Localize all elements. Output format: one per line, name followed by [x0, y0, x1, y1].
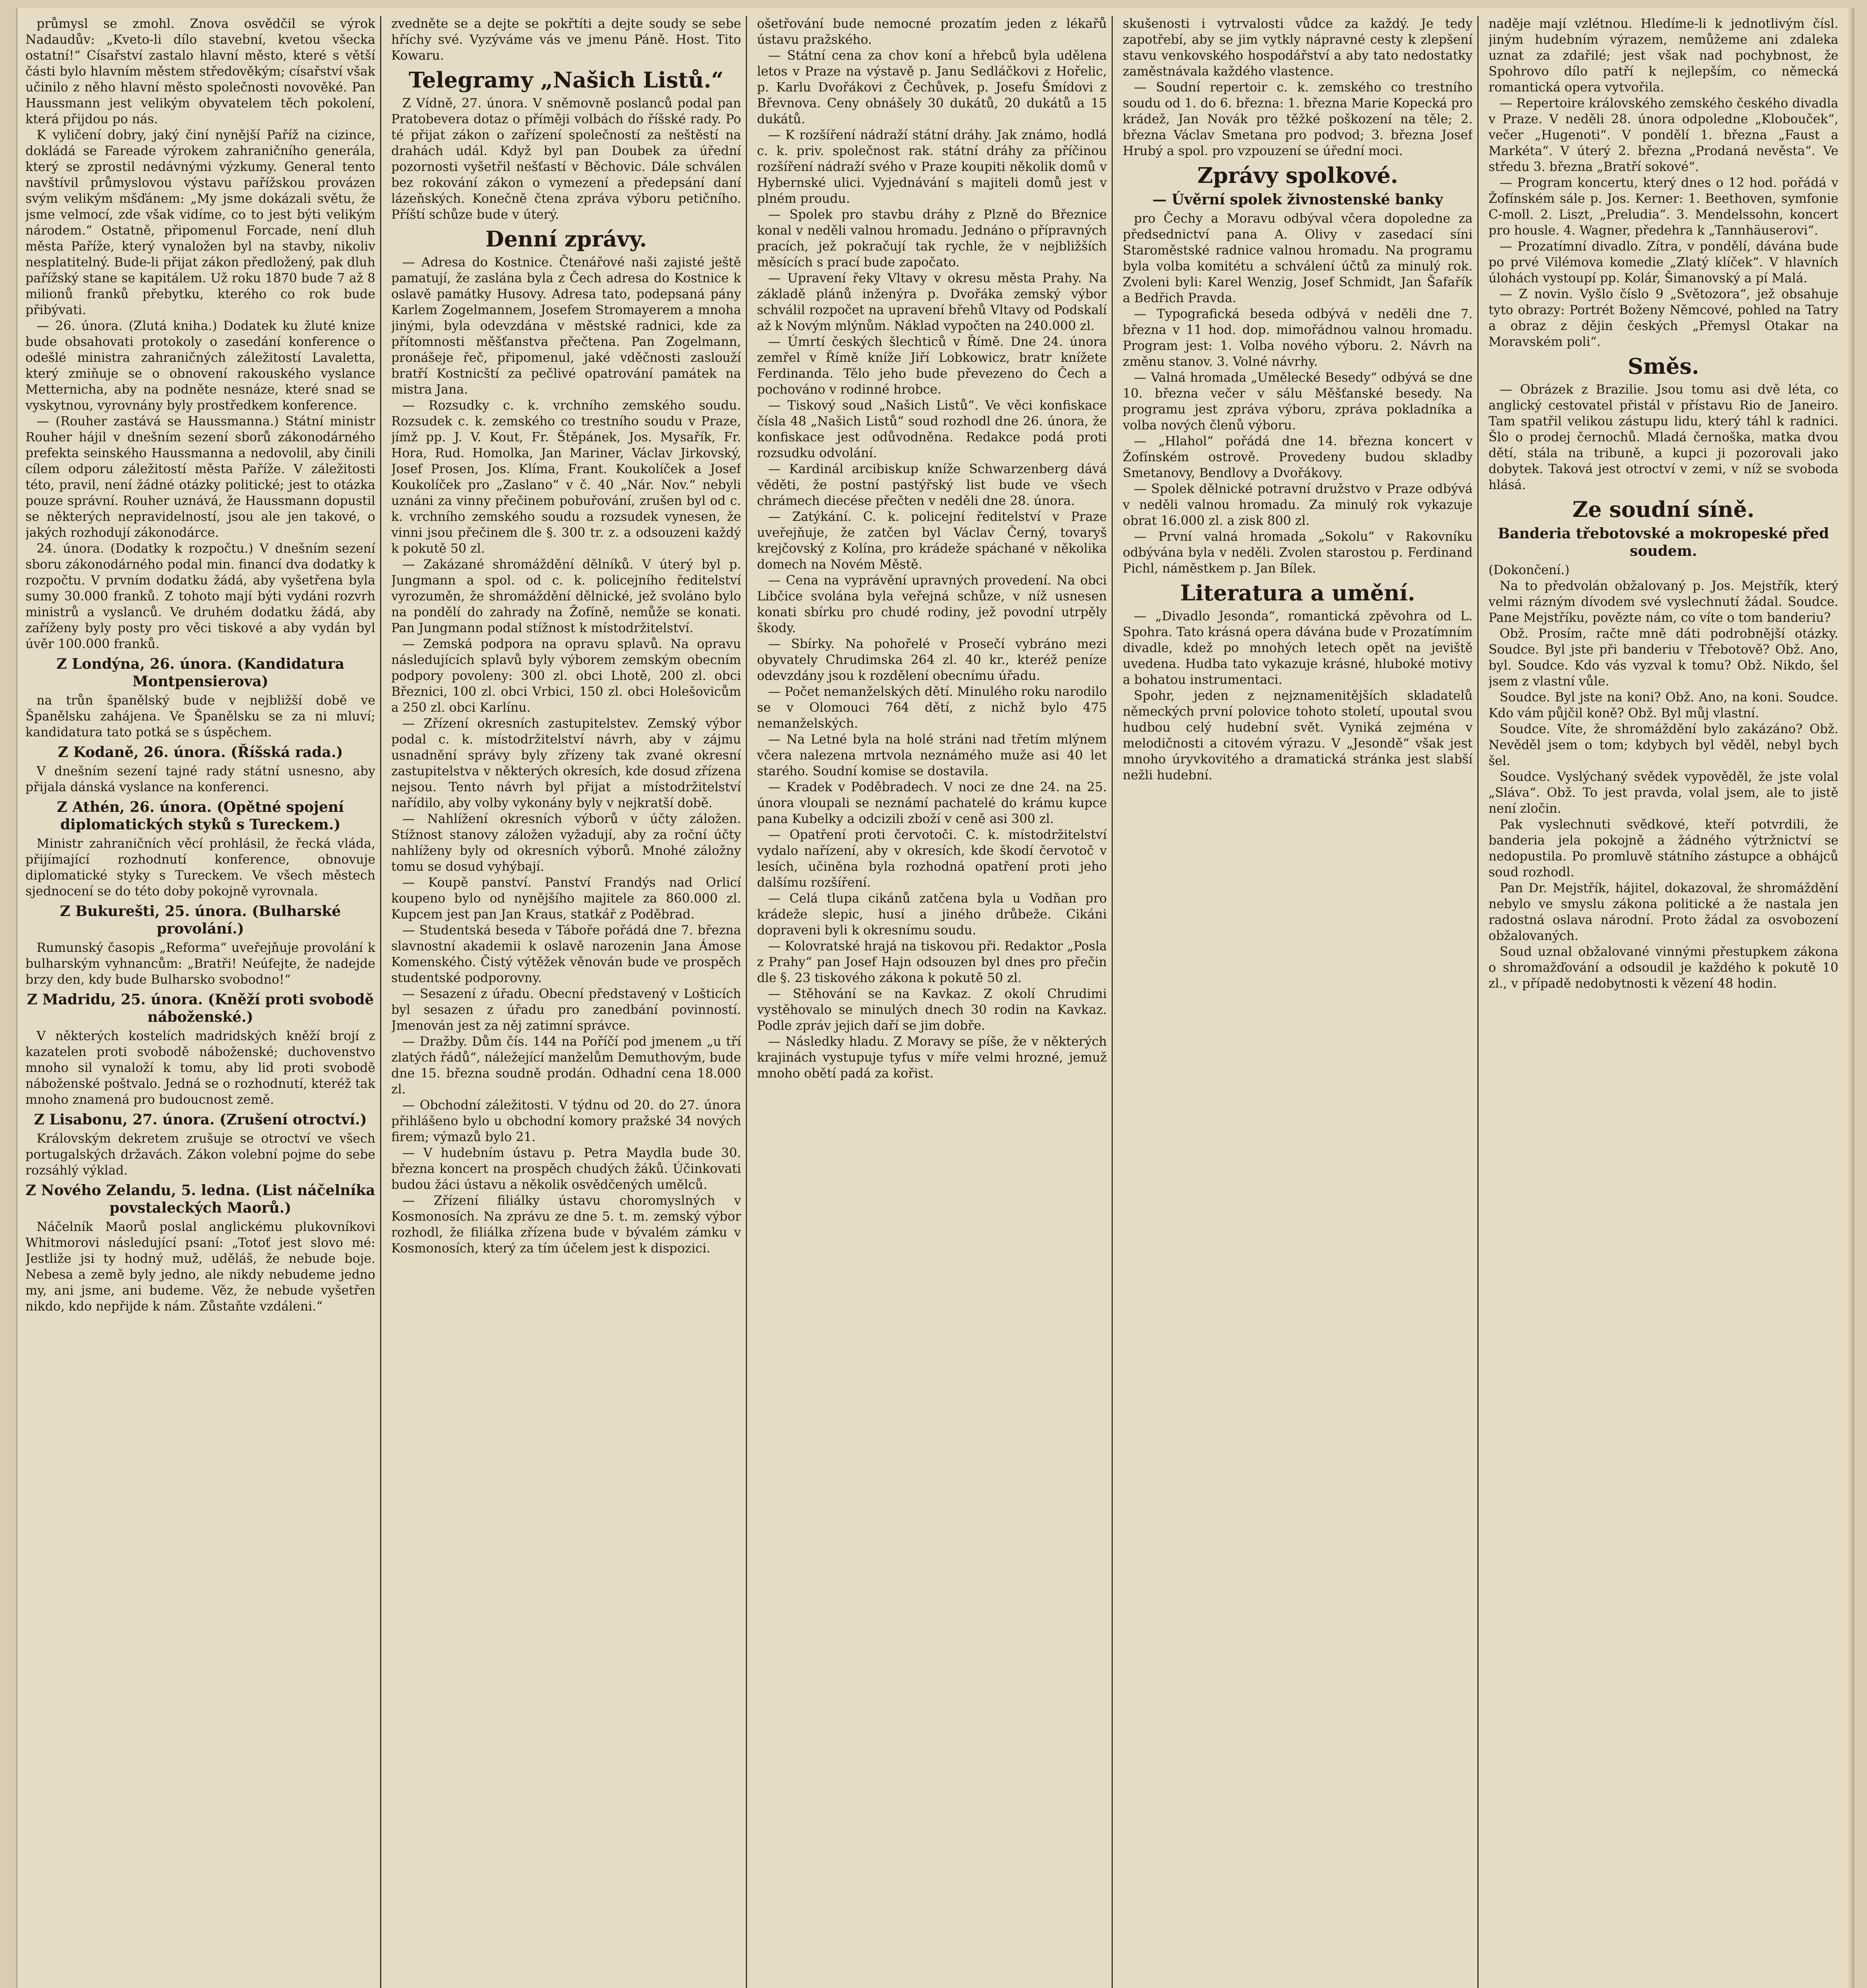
article-paragraph: Rumunský časopis „Reforma“ uveřejňuje provolání k bulharským vyhnancům: „Bratři! Neúfejte, že nadejde brzy den, kdy bude Bulharsko svobodno!“ [25, 941, 375, 987]
column-2 [391, 16, 741, 1988]
column-5 [1489, 16, 1838, 1988]
article-paragraph: — Stěhování se na Kavkaz. Z okolí Chrudimi vystěhovalo se minulých dnech 30 rodin na Kavkaz. Podle zpráv jejich daří se jim dobře. [757, 987, 1107, 1033]
article-paragraph: — Sbírky. Na pohořelé v Prosečí vybráno mezi obyvately Chrudimska 264 zl. 40 kr., kteréž peníze odevzdány jsou k rozdělení obecnímu úřadu. [757, 637, 1107, 683]
article-paragraph: průmysl se zmohl. Znova osvědčil se výrok Nadaudův: „Kveto-li dílo stavební, kvetou všecka ostatní!“ Císařství zastalo hlavní město, které s větší části bylo hlavním městem středověkým; císařství však učinilo z něho hlavní město společnosti novověké. Pan Haussmann jest velikým obyvatelem těch pokolení, která přijdou po nás. [25, 17, 375, 126]
article-paragraph: Královským dekretem zrušuje se otroctví ve všech portugalských državách. Zákon volební pojme do sebe rozsáhlý výklad. [25, 1132, 375, 1178]
article-paragraph: V některých kostelích madridských kněží brojí z kazatelen proti svobodě náboženské; duchovenstvo mnoho sil vynaloží k tomu, aby lid proti svobodě náboženské poštvalo. Jedná se o rozhodnutí, kteréž tak mnoho znamená pro budoucnost země. [25, 1029, 375, 1107]
article-paragraph: — Obrázek z Brazilie. Jsou tomu asi dvě léta, co anglický cestovatel přistál v přístavu Rio de Janeiro. Tam spatřil velikou zástupu lidu, který táhl k radnici. Šlo o prodej černochů. Mladá černoška, matka dvou dětí, stála na tribuně, a kupci ji pozorovali jako dobytek. Taková jest otroctví v zemi, v níž se svoboda hlásá. [1489, 382, 1838, 492]
article-paragraph: — Nahlížení okresních výborů v účty záložen. Stížnost stanovy záložen vyžadují, aby za roční účty nahlíženy byly od okresních výborů. Mnohé záložny tomu se dosud vyhýbají. [391, 812, 741, 874]
article-paragraph: — Upravení řeky Vltavy v okresu města Prahy. Na základě plánů inženýra p. Dvořáka zemský výbor schválil rozpočet na upravení břehů Vltavy od Podskalí až k Novým mlýnům. Náklad vypočten na 240.000 zl. [757, 271, 1107, 333]
article-paragraph: — Zřízení filiálky ústavu choromyslných v Kosmonosích. Na zprávu ze dne 5. t. m. zemský výbor rozhodl, že filiálka zřízena bude v bývalém zámku v Kosmonosích, který za tím účelem jest k dispozici. [391, 1194, 741, 1256]
article-paragraph: — Tiskový soud „Našich Listů“. Ve věci konfiskace čísla 48 „Našich Listů“ soud rozhodl dne 26. února, že konfiskace jest odůvodněna. Redakce podá proti rozsudku odvolání. [757, 398, 1107, 460]
article-paragraph: — První valná hromada „Sokolu“ v Rakovníku odbývána byla v neděli. Zvolen starostou p. Ferdinand Pichl, náměstkem p. Jan Bílek. [1123, 530, 1473, 576]
article-paragraph: — Typografická beseda odbývá v neděli dne 7. března v 11 hod. dop. mimořádnou valnou hromadu. Program jest: 1. Volba nového výboru. 2. Návrh na změnu stanov. 3. Volné návrhy. [1123, 307, 1473, 369]
article-paragraph: — Dražby. Dům čís. 144 na Poříčí pod jmenem „u tří zlatých řádů“, náležející manželům Demuthovým, bude dne 15. března soudně prodán. Odhadní cena 18.000 zl. [391, 1035, 741, 1097]
article-paragraph: — Soudní repertoir c. k. zemského co trestního soudu od 1. do 6. března: 1. března Marie Kopecká pro krádež, Jan Novák pro těžké poškození na těle; 2. března Václav Smetana pro podvod; 3. března Josef Hrubý a spol. pro vzpouzení se úřední moci. [1123, 80, 1473, 158]
article-paragraph: Soudce. Vyslýchaný svědek vypověděl, že jste volal „Sláva“. Obž. To jest pravda, volal jsem, ale to jistě není zločin. [1489, 770, 1838, 816]
column-rule [1112, 16, 1113, 1988]
article-paragraph: — Repertoire královského zemského českého divadla v Praze. V neděli 28. února odpoledne „Klobouček“, večer „Hugenoti“. V pondělí 1. března „Faust a Markéta“. V úterý 2. března „Prodaná nevěsta“. Ve středu 3. března „Bratří sokové“. [1489, 96, 1838, 174]
article-paragraph: — 26. února. (Zlutá kniha.) Dodatek ku žluté knize bude obsahovati protokoly o zasedání konference o odešlé ministra zahraničných záležitostí Lavaletta, který zmiňuje se o obnovení rakouského vyslance Metternicha, aby na podněte nesnáze, které snad se vyskytnou, vyrovnány byly prostředkem konference. [25, 319, 375, 413]
article-paragraph: (Dokončení.) [1489, 563, 1570, 577]
article-paragraph: — Kolovratské hrajá na tiskovou při. Redaktor „Posla z Prahy“ pan Josef Hajn odsouzen byl dnes pro přečin dle §. 23 tiskového zákona k pokutě 50 zl. [757, 939, 1107, 985]
article-paragraph: Spohr, jeden z nejznamenitějších skladatelů německých první polovice tohoto století, upoutal svou hudbou celý hudební svět. Vyniká zejména v melodičnosti a citovém výrazu. V „Jesondě“ však jest mnoho úryvkovitého a dramatická stránka jest slabší nežli hudební. [1123, 689, 1473, 782]
article-paragraph: zvedněte se a dejte se pokřtíti a dejte soudy se sebe hříchy své. Vyzýváme vás ve jmenu Páně. Host. Tito Kowaru. [391, 17, 741, 63]
article-subheading: Z Nového Zelandu, 5. ledna. (List náčelníka povstaleckých Maorů.) [25, 1182, 375, 1216]
article-subheading: Z Madridu, 25. února. (Kněží proti svobodě náboženské.) [27, 991, 374, 1025]
section-heading: Denní zprávy. [485, 226, 647, 252]
article-paragraph: — Zakázané shromáždění dělníků. V úterý byl p. Jungmann a spol. od c. k. policejního ředitelství vyrozuměn, že shromáždění dělnické, jež svoláno bylo na pondělí do zahrady na Žofíně, nemůže se konati. Pan Jungmann podal stížnost k místodržitelství. [391, 557, 741, 635]
article-paragraph: — Spolek dělnické potravní družstvo v Praze odbývá v neděli valnou hromadu. Za minulý rok vykazuje obrat 16.000 zl. a zisk 800 zl. [1123, 482, 1473, 528]
article-paragraph: — Následky hladu. Z Moravy se píše, že v některých krajinách vystupuje tyfus v míře velmi hrozné, jemuž mnoho obětí padá za kořist. [757, 1035, 1107, 1081]
article-paragraph: — Kardinál arcibiskup kníže Schwarzenberg dává věděti, že postní pastýřský list bude ve všech chrámech diecése přečten v neděli dne 28. února. [757, 462, 1107, 508]
column-1 [25, 16, 375, 1988]
article-paragraph: — Obchodní záležitosti. V týdnu od 20. do 27. února přihlášeno bylo u obchodní komory pražské 34 nových firem; výmazů bylo 21. [391, 1098, 741, 1144]
article-subheading: Banderia třebotovské a mokropeské před soudem. [1498, 525, 1829, 559]
article-paragraph: — Sesazení z úřadu. Obecní představený v Lošticích byl sesazen z úřadu pro zanedbání povinností. Jmenován jest za něj zatimní správce. [391, 987, 741, 1033]
article-paragraph: — V hudebním ústavu p. Petra Maydla bude 30. března koncert na prospěch chudých žáků. Účinkovati budou žáci ústavu a několik osvědčených umělců. [391, 1146, 741, 1192]
article-paragraph: — Spolek pro stavbu dráhy z Plzně do Březnice konal v neděli valnou hromadu. Jednáno o přípravných pracích, jež pokračují tak rychle, že v nejbližších měsících s prací bude započato. [757, 208, 1107, 270]
section-heading: Telegramy „Našich Listů.“ [409, 67, 724, 93]
article-paragraph: skušenosti i vytrvalosti vůdce za každý. Je tedy zapotřebí, aby se jim vytkly nápravné cesty k zlepšení stavu venkovského hospodářství a aby tato nedostatky zaměstnávala každého vlastence. [1123, 17, 1473, 79]
article-paragraph: — Úmrtí českých šlechticů v Římě. Dne 24. února zemřel v Římě kníže Jiří Lobkowicz, bratr knížete Ferdinanda. Tělo jeho bude převezeno do Čech a pochováno v rodinné hrobce. [757, 335, 1107, 397]
article-paragraph: — Program koncertu, který dnes o 12 hod. pořádá v Žofínském sále p. Jos. Kerner: 1. Beethoven, symfonie C-moll. 2. Liszt, „Preludia“. 3. Mendelssohn, koncert pro housle. 4. Wagner, předehra k „Tannhäuserovi“. [1489, 176, 1838, 238]
article-paragraph: Náčelník Maorů poslal anglickému plukovníkovi Whitmorovi následující psaní: „Totoť jest slovo mé: Jestliže jsi ty hodný muž, uděláš, že nebude boje. Nebesa a země byly jedno, ale nikdy nebudeme jedno my, ani jsme, ani budeme. Věz, že nebude vyšetřen nikdo, kdo nepřijde k nám. Zůstaňte vzdáleni.“ [25, 1220, 375, 1314]
column-rule [1477, 16, 1479, 1988]
article-paragraph: — Prozatímní divadlo. Zítra, v pondělí, dávána bude po prvé Vilémova komedie „Zlatý klíček“. V hlavních úlohách vystoupí pp. Kolár, Šimanovský a pí Malá. [1489, 239, 1838, 285]
article-paragraph: — Z novin. Vyšlo číslo 9 „Světozora“, jež obsahuje tyto obrazy: Portrét Boženy Němcové, pohled na Tatry a obraz z dějin českých „Přemysl Otakar na Moravském poli“. [1489, 287, 1838, 349]
article-paragraph: 24. února. (Dodatky k rozpočtu.) V dnešním sezení sboru zákonodárného podal min. financí dva dodatky k rozpočtu. V prvním dodatku žádá, aby vyšetřena byla sumy 30.000 franků. Z tohoto mají býti vydáni rozvrh ministrů a vyslanců. Ve druhém dodatku žádá, aby zaříženy byly posty pro věci tiskové a aby vydán byl úvěr 100.000 franků. [25, 542, 375, 651]
article-paragraph: Ministr zahraničních věcí prohlásil, že řecká vláda, přijímající rozhodnutí konference, obnovuje diplomatické styky s Tureckem. Ve všech městech sjednocení se do této doby pokojně vyrovnala. [25, 837, 375, 899]
article-paragraph: — Rozsudky c. k. vrchního zemského soudu. Rozsudek c. k. zemského co trestního soudu v Praze, jímž pp. J. V. Kout, Fr. Štěpánek, Jos. Mysařík, Fr. Hora, Rud. Homolka, Jan Mariner, Václav Jirkovský, Josef Prosen, Jos. Klíma, Frant. Koukolíček a Josef Koukolíček pro „Zaslano“ v č. 40 „Nár. Nov.“ nebyli uznáni za vinny přečinem pobuřování, zrušen byl od c. k. vrchního zemského soudu a rozsudek vynesen, že vinni jsou přečinem dle §. 300 tr. z. a odsouzeni každý k pokutě 50 zl. [391, 398, 741, 556]
article-paragraph: Obž. Prosím, račte mně dáti podrobnější otázky. Soudce. Byl jste při banderiu v Třebotově? Obž. Ano, byl. Soudce. Kdo vás vyzval k tomu? Obž. Nikdo, šel jsem z vlastní vůle. [1489, 627, 1838, 689]
article-paragraph: — Studentská beseda v Táboře pořádá dne 7. března slavnostní akademii k oslavě narozenin Jana Ámose Komenského. Čistý výtěžek věnován bude ve prospěch studentské podporovny. [391, 923, 741, 985]
page-edge [1847, 8, 1853, 1988]
article-paragraph: — „Divadlo Jesonda“, romantická zpěvohra od L. Spohra. Tato krásná opera dávána bude v Prozatímním divadle, kdež po mnohých letech opět na jeviště uvedena. Hudba tato vykazuje krásné, hluboké motivy a bohatou instrumentaci. [1123, 609, 1473, 687]
article-paragraph: — Zřízení okresních zastupitelstev. Zemský výbor podal c. k. místodržitelství návrh, aby v zájmu usnadnění správy byly zřízeny tak zvané okresní zastupitelstva v některých okresích, kde dosud zřízena nejsou. Tento návrh byl přijat a místodržitelství nařídilo, aby volby vykonány byly v nejkratší době. [391, 716, 741, 810]
article-subheading: Z Athén, 26. února. (Opětné spojení diplomatických styků s Tureckem.) [57, 799, 344, 833]
article-subheading: Z Londýna, 26. února. (Kandidatura Montpensierova) [56, 656, 345, 690]
article-paragraph: — Cena na vyprávění upravných provedení. Na obci Libčice svolána byla veřejná schůze, v níž usnesen konati sbírku pro chudé rodiny, jež povodní utrpěly škody. [757, 573, 1107, 635]
article-paragraph: — (Rouher zastává se Haussmanna.) Státní ministr Rouher hájil v dnešním sezení sborů zákonodárného prefekta seinského Haussmanna a nedovolil, aby činili cílem odporu záležitostí města Paříže. V záležitosti této, pravil, není žádné otázky politické; jest to otázka pouze správní. Rouher uznává, že Haussmann dopustil se některých nepravidelností, jsou ale jen takové, o jakých rozhodují zákonodárce. [25, 414, 375, 540]
article-paragraph: ošetřování bude nemocné prozatím jeden z lékařů ústavu pražského. [757, 17, 1107, 47]
article-paragraph: Soudce. Víte, že shromáždění bylo zakázáno? Obž. Nevěděl jsem o tom; kdybych byl věděl, nebyl bych šel. [1489, 722, 1838, 768]
article-paragraph: — Opatření proti červotoči. C. k. místodržitelství vydalo nařízení, aby v okresích, kde škodí červotoč v lesích, učiněna byla rozhodná opatření proti jeho dalšímu rozšíření. [757, 828, 1107, 890]
article-paragraph: — Na Letné byla na holé stráni nad třetím mlýnem včera nalezena mrtvola neznámého muže asi 40 let starého. Soudní komise se dostavila. [757, 732, 1107, 779]
article-subheading: Z Bukurešti, 25. února. (Bulharské provolání.) [60, 903, 341, 937]
article-paragraph: V dnešním sezení tajné rady státní usnesno, aby přijala dánská vyslance na konferenci. [25, 764, 375, 794]
column-rule [746, 16, 747, 1988]
article-paragraph: Z Vídně, 27. února. V sněmovně poslanců podal pan Pratobevera dotaz o příměji volbách do říšské rady. Po té přijat zákon o zařízení společností za neštěstí na drahách udál. Když byl pan Doubek za úřední pozornosti vyšetřil nešťastí v Běchovic. Dále schválen bez rokování zákon o vymezení a předepsání daní lázeňských. Konečně čtena zpráva výboru petičního. Příští schůze bude v úterý. [391, 96, 741, 222]
article-paragraph: — Koupě panství. Panství Frandýs nad Orlicí koupeno bylo od nynějšího majitele za 860.000 zl. Kupcem jest pan Jan Kraus, statkář z Poděbrad. [391, 876, 741, 922]
column-rule [380, 16, 381, 1988]
article-subheading: Z Lisabonu, 27. února. (Zrušení otroctví.) [34, 1111, 367, 1128]
article-paragraph: K vyličení dobry, jaký činí nynější Paříž na cizince, dokládá se Fareade výrokem zahraničního generála, který se zprostil nedávnými výzkumy. General tento navštívil průmyslovou výstavu pařížskou provázen svým velikým mšďánem: „My jsme dokázali světu, že jsme velmocí, zde však vidíme, co to jest býti velikým národem.“ Ostatně, připomenul Forcade, není dluh města Paříže, který vynaložen byl na stavby, nikoliv nesplatitelný. Bude-li přijat zákon předložený, pak dluh pařížský stane se kapitálem. Už roku 1870 bude 7 až 8 milionů franků přebytku, kterého co rok bude přibývati. [25, 128, 375, 317]
article-paragraph: — Státní cena za chov koní a hřebců byla udělena letos v Praze na výstavě p. Janu Sedláčkovi z Hořelic, p. Karlu Dvořákovi z Čechůvek, p. Josefu Šmídovi z Břevnova. Ceny obnášely 30 dukátů, 20 dukátů a 15 dukátů. [757, 49, 1107, 126]
article-subheading: Z Kodaně, 26. února. (Říšská rada.) [58, 744, 343, 761]
article-paragraph: naděje mají vzlétnou. Hledíme-li k jednotlivým čísl. jiným hudebním výrazem, nemůžeme ani zdaleka uznat za zdařilé; jest však nad pochybnost, že Spohrovo dílo patří k nejlepším, co německá romantická opera vytvořila. [1489, 17, 1838, 95]
column-4 [1123, 16, 1473, 1988]
article-subheading: — Úvěrní spolek živnostenské banky [1152, 191, 1443, 208]
article-paragraph: — Adresa do Kostnice. Čtenářové naši zajisté ještě pamatují, že zaslána byla z Čech adresa do Kostnice k oslavě památky Husovy. Adresa tato, podepsaná pány Karlem Zogelmannem, Josefem Stromayerem a mnoha jinými, byla odevzdána v městské radnici, kde za přítomnosti měšťanstva přečtena. Pan Zogelmann, pronášeje řeč, připomenul, jaké vděčnosti zaslouží bratří Kostnicští za pečlivé opatrování památek na mistra Jana. [391, 255, 741, 397]
column-3 [757, 16, 1107, 1988]
article-paragraph: — Zemská podpora na opravu splavů. Na opravu následujících splavů byly výborem zemským obecním podpory povoleny: 300 zl. obci Lhotě, 200 zl. obci Březnici, 100 zl. obci Vrbici, 150 zl. obci Holešovicům a 250 zl. obci Karlínu. [391, 637, 741, 715]
article-paragraph: — K rozšíření nádraží státní dráhy. Jak známo, hodlá c. k. priv. společnost rak. státní dráhy za příčinou rozšíření nádraží svého v Praze koupiti několik domů v Hybernské ulici. Vyjednávání s majiteli domů jest v plném proudu. [757, 128, 1107, 206]
newspaper-page [16, 8, 1854, 1988]
section-heading: Zprávy spolkové. [1197, 163, 1398, 188]
article-paragraph: na trůn španělský bude v nejbližší době ve Španělsku zahájena. Ve Španělsku se za ni mluví; kandidatura tato potká se s úspěchem. [25, 693, 375, 740]
article-paragraph: — Celá tlupa cikánů zatčena byla u Vodňan pro krádeže slepic, husí a jiného drůbeže. Cikáni dopraveni byli k okresnímu soudu. [757, 891, 1107, 938]
article-paragraph: — Valná hromada „Umělecké Besedy“ odbývá se dne 10. března večer v sálu Měšťanské besedy. Na programu jest zpráva výboru, zpráva pokladníka a volba nových členů výboru. [1123, 371, 1473, 433]
section-heading: Literatura a umění. [1180, 580, 1415, 606]
section-heading: Směs. [1628, 353, 1699, 379]
article-paragraph: Pak vyslechnuti svědkové, kteří potvrdili, že banderia jela pokojně a žádného výtržnictví se nedopustila. Po promluvě státního zástupce a obhájců soud rozhodl. [1489, 817, 1838, 879]
section-heading: Ze soudní síně. [1572, 497, 1754, 522]
article-paragraph: — Kradek v Poděbradech. V noci ze dne 24. na 25. února vloupali se neznámí pachatelé do krámu kupce pana Kubelky a odcizili zboží v ceně asi 300 zl. [757, 780, 1107, 826]
article-paragraph: Soud uznal obžalované vinnými přestupkem zákona o shromažďování a odsoudil je každého k pokutě 10 zl., v případě nedobytnosti k vězení 48 hodin. [1489, 945, 1838, 991]
article-paragraph: Na to předvolán obžalovaný p. Jos. Mejstřík, který velmi rázným dívodem své vyslechnutí žádal. Soudce. Pane Mejstříku, povězte nám, co víte o tom banderiu? [1489, 579, 1838, 625]
article-paragraph: pro Čechy a Moravu odbýval včera dopoledne za předsednictví pana A. Olivy v zasedací síni Staroměstské radnice valnou hromadu. Na programu byla volba komitétu a schválení účtů za minulý rok. Zvoleni byli: Karel Wenzig, Josef Schmidt, Jan Šafařík a Bedřich Pravda. [1123, 212, 1473, 305]
article-paragraph: — „Hlahol“ pořádá dne 14. března koncert v Žofínském ostrově. Provedeny budou skladby Smetanovy, Bendlovy a Dvořákovy. [1123, 434, 1473, 480]
article-paragraph: — Zatýkání. C. k. policejní ředitelství v Praze uveřejňuje, že zatčen byl Václav Černý, tovaryš krejčovský z Kolína, pro krádeže spáchané v několika domech na Novém Městě. [757, 510, 1107, 572]
article-paragraph: Pan Dr. Mejstřík, hájitel, dokazoval, že shromáždění nebylo ve smyslu zákona politické a že nastala jen radostná oslava národní. Proto žádal za osvobození obžalovaných. [1489, 881, 1838, 943]
article-paragraph: Soudce. Byl jste na koni? Obž. Ano, na koni. Soudce. Kdo vám půjčil koně? Obž. Byl můj vlastní. [1489, 690, 1838, 720]
article-paragraph: — Počet nemanželských dětí. Minulého roku narodilo se v Olomouci 764 dětí, z nichž bylo 475 nemanželských. [757, 685, 1107, 731]
